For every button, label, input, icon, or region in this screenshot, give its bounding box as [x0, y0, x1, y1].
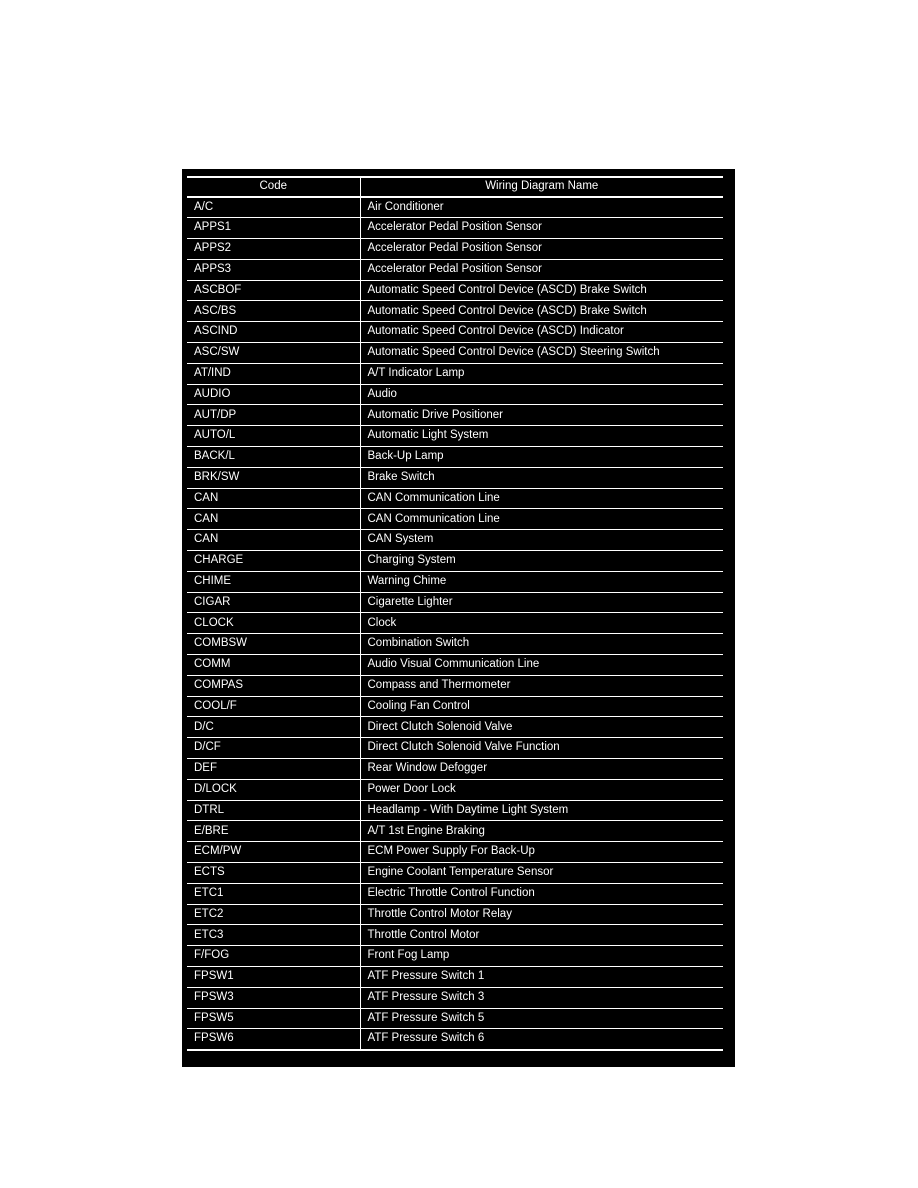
table-row: [187, 925, 723, 946]
code-cell: APPS1: [187, 218, 360, 239]
code-cell: A/C: [187, 197, 360, 218]
diagram-name-cell: Automatic Speed Control Device (ASCD) Steering Switch: [360, 343, 723, 364]
diagram-name-cell: Combination Switch: [360, 634, 723, 655]
code-cell: FPSW6: [187, 1029, 360, 1050]
diagram-name-cell: Back-Up Lamp: [360, 447, 723, 468]
diagram-name-cell: CAN Communication Line: [360, 509, 723, 530]
diagram-name-cell: Throttle Control Motor: [360, 925, 723, 946]
table-row: [187, 239, 723, 260]
code-cell: AUTO/L: [187, 426, 360, 447]
code-cell: FPSW1: [187, 966, 360, 987]
table-row: [187, 530, 723, 551]
diagram-name-cell: Rear Window Defogger: [360, 759, 723, 780]
code-cell: D/CF: [187, 738, 360, 759]
table-row: [187, 571, 723, 592]
code-cell: F/FOG: [187, 946, 360, 967]
table-row: [187, 613, 723, 634]
diagram-name-cell: Air Conditioner: [360, 197, 723, 218]
code-cell: ETC1: [187, 883, 360, 904]
code-cell: FPSW3: [187, 987, 360, 1008]
diagram-name-cell: Warning Chime: [360, 571, 723, 592]
table-row: [187, 551, 723, 572]
diagram-name-cell: ATF Pressure Switch 6: [360, 1029, 723, 1050]
code-cell: CLOCK: [187, 613, 360, 634]
diagram-name-cell: ATF Pressure Switch 1: [360, 966, 723, 987]
table-row: [187, 363, 723, 384]
diagram-name-cell: Accelerator Pedal Position Sensor: [360, 239, 723, 260]
table-row: [187, 696, 723, 717]
table-row: [187, 322, 723, 343]
table-row: [187, 218, 723, 239]
code-cell: BACK/L: [187, 447, 360, 468]
table-row: [187, 759, 723, 780]
table-row: [187, 946, 723, 967]
code-cell: AUT/DP: [187, 405, 360, 426]
diagram-name-cell: Headlamp - With Daytime Light System: [360, 800, 723, 821]
diagram-name-cell: Charging System: [360, 551, 723, 572]
code-cell: BRK/SW: [187, 467, 360, 488]
table-row: [187, 426, 723, 447]
code-cell: CAN: [187, 530, 360, 551]
code-cell: APPS3: [187, 259, 360, 280]
diagram-name-cell: Audio Visual Communication Line: [360, 655, 723, 676]
code-cell: AT/IND: [187, 363, 360, 384]
code-cell: CHIME: [187, 571, 360, 592]
diagram-name-cell: Power Door Lock: [360, 779, 723, 800]
table-row: [187, 447, 723, 468]
diagram-name-cell: Clock: [360, 613, 723, 634]
wiring-diagram-code-table: [187, 176, 723, 1051]
code-cell: CIGAR: [187, 592, 360, 613]
code-cell: ETC3: [187, 925, 360, 946]
diagram-name-cell: Direct Clutch Solenoid Valve: [360, 717, 723, 738]
code-cell: AUDIO: [187, 384, 360, 405]
table-row: [187, 904, 723, 925]
table-row: [187, 738, 723, 759]
code-cell: CHARGE: [187, 551, 360, 572]
table-row: [187, 301, 723, 322]
code-column-header: Code: [187, 177, 360, 197]
diagram-name-cell: Automatic Drive Positioner: [360, 405, 723, 426]
code-cell: COMPAS: [187, 675, 360, 696]
diagram-name-cell: Automatic Speed Control Device (ASCD) Indicator: [360, 322, 723, 343]
table-row: [187, 634, 723, 655]
code-cell: ECM/PW: [187, 842, 360, 863]
diagram-name-cell: Audio: [360, 384, 723, 405]
code-cell: ASCIND: [187, 322, 360, 343]
table-row: [187, 883, 723, 904]
diagram-name-cell: A/T Indicator Lamp: [360, 363, 723, 384]
diagram-name-cell: CAN Communication Line: [360, 488, 723, 509]
wiring-diagram-table-panel: [182, 169, 735, 1067]
diagram-name-cell: Brake Switch: [360, 467, 723, 488]
diagram-name-cell: ATF Pressure Switch 5: [360, 1008, 723, 1029]
diagram-name-cell: Cooling Fan Control: [360, 696, 723, 717]
table-row: [187, 509, 723, 530]
diagram-name-cell: CAN System: [360, 530, 723, 551]
table-row: [187, 800, 723, 821]
code-cell: CAN: [187, 509, 360, 530]
table-row: [187, 821, 723, 842]
code-cell: FPSW5: [187, 1008, 360, 1029]
code-cell: ASC/BS: [187, 301, 360, 322]
code-cell: DEF: [187, 759, 360, 780]
code-cell: D/C: [187, 717, 360, 738]
table-row: [187, 1029, 723, 1050]
diagram-name-cell: ECM Power Supply For Back-Up: [360, 842, 723, 863]
code-cell: D/LOCK: [187, 779, 360, 800]
table-row: [187, 675, 723, 696]
table-row: [187, 1008, 723, 1029]
table-row: [187, 197, 723, 218]
diagram-name-cell: Compass and Thermometer: [360, 675, 723, 696]
code-cell: COOL/F: [187, 696, 360, 717]
code-cell: COMBSW: [187, 634, 360, 655]
code-cell: ECTS: [187, 863, 360, 884]
table-row: [187, 280, 723, 301]
table-row: [187, 655, 723, 676]
table-row: [187, 488, 723, 509]
table-row: [187, 966, 723, 987]
code-cell: E/BRE: [187, 821, 360, 842]
table-row: [187, 863, 723, 884]
diagram-name-cell: Automatic Speed Control Device (ASCD) Brake Switch: [360, 301, 723, 322]
diagram-name-cell: Electric Throttle Control Function: [360, 883, 723, 904]
diagram-name-cell: ATF Pressure Switch 3: [360, 987, 723, 1008]
diagram-name-cell: Accelerator Pedal Position Sensor: [360, 259, 723, 280]
code-cell: ETC2: [187, 904, 360, 925]
diagram-name-cell: Cigarette Lighter: [360, 592, 723, 613]
diagram-name-cell: Front Fog Lamp: [360, 946, 723, 967]
name-column-header: Wiring Diagram Name: [360, 177, 723, 197]
code-cell: ASCBOF: [187, 280, 360, 301]
code-cell: DTRL: [187, 800, 360, 821]
table-row: [187, 592, 723, 613]
table-header-row: [187, 177, 723, 197]
diagram-name-cell: Engine Coolant Temperature Sensor: [360, 863, 723, 884]
table-row: [187, 405, 723, 426]
diagram-name-cell: Accelerator Pedal Position Sensor: [360, 218, 723, 239]
code-cell: COMM: [187, 655, 360, 676]
diagram-name-cell: Automatic Light System: [360, 426, 723, 447]
table-row: [187, 259, 723, 280]
code-cell: ASC/SW: [187, 343, 360, 364]
table-body: [187, 197, 723, 1050]
diagram-name-cell: Automatic Speed Control Device (ASCD) Brake Switch: [360, 280, 723, 301]
table-row: [187, 467, 723, 488]
diagram-name-cell: Direct Clutch Solenoid Valve Function: [360, 738, 723, 759]
table-row: [187, 384, 723, 405]
table-row: [187, 343, 723, 364]
table-row: [187, 717, 723, 738]
table-row: [187, 842, 723, 863]
diagram-name-cell: Throttle Control Motor Relay: [360, 904, 723, 925]
diagram-name-cell: A/T 1st Engine Braking: [360, 821, 723, 842]
table-row: [187, 987, 723, 1008]
code-cell: APPS2: [187, 239, 360, 260]
code-cell: CAN: [187, 488, 360, 509]
table-row: [187, 779, 723, 800]
